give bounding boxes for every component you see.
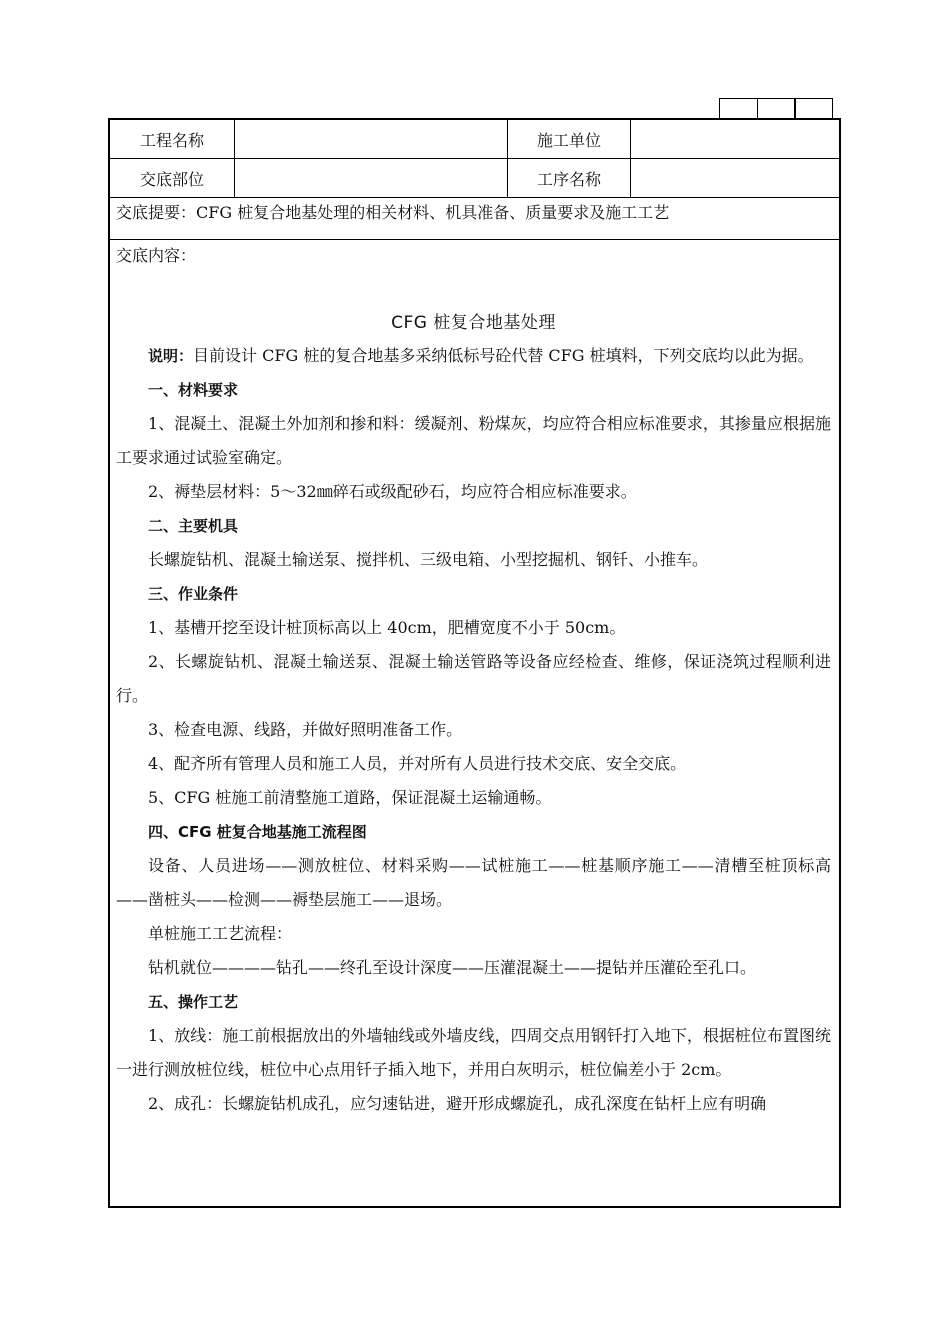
paragraph: 5、CFG 桩施工前清整施工道路，保证混凝土运输通畅。 (148, 788, 552, 807)
section-heading-materials: 一、材料要求 (148, 381, 239, 399)
paragraph: 设备、人员进场——测放桩位、材料采购——试桩施工——桩基顺序施工——清槽至桩顶标高——凿桩头——检测——褥垫层施工——退场。 (116, 856, 831, 909)
intro-text: 目前设计 CFG 桩的复合地基多采纳低标号砼代替 CFG 桩填料，下列交底均以此为据。 (193, 346, 814, 365)
document-title: CFG 桩复合地基处理 (391, 313, 556, 333)
header-row-2 (110, 159, 839, 198)
paragraph: 1、基槽开挖至设计桩顶标高以上 40cm，肥槽宽度不小于 50cm。 (148, 618, 626, 637)
paragraph: 3、检查电源、线路，并做好照明准备工作。 (148, 720, 463, 739)
section-heading-conditions: 三、作业条件 (148, 585, 239, 603)
brief-row (110, 198, 839, 240)
code-box (794, 98, 833, 119)
paragraph: 2、长螺旋钻机、混凝土输送泵、混凝土输送管路等设备应经检查、维修，保证浇筑过程顺利进行。 (116, 652, 831, 705)
content-label: 交底内容： (116, 246, 197, 265)
intro-lead: 说明： (148, 347, 194, 365)
disclosure-location-label: 交底部位 (110, 159, 235, 197)
section-heading-equipment: 二、主要机具 (148, 517, 239, 535)
paragraph: 长螺旋钻机、混凝土输送泵、搅拌机、三级电箱、小型挖掘机、钢钎、小推车。 (148, 550, 709, 569)
section-heading-flowchart: 四、CFG 桩复合地基施工流程图 (148, 823, 367, 841)
paragraph: 4、配齐所有管理人员和施工人员，并对所有人员进行技术交底、安全交底。 (148, 754, 687, 773)
disclosure-brief: 交底提要：CFG 桩复合地基处理的相关材料、机具准备、质量要求及施工工艺 (116, 203, 670, 222)
paragraph: 2、褥垫层材料：5～32㎜碎石或级配砂石，均应符合相应标准要求。 (148, 482, 637, 501)
section-heading-operation: 五、操作工艺 (148, 993, 239, 1011)
paragraph: 2、成孔：长螺旋钻机成孔，应匀速钻进，避开形成螺旋孔，成孔深度在钻杆上应有明确 (148, 1094, 767, 1113)
process-name-field[interactable] (631, 159, 839, 197)
paragraph: 1、放线：施工前根据放出的外墙轴线或外墙皮线，四周交点用钢钎打入地下，根据桩位布置图统一进行测放桩位线，桩位中心点用钎子插入地下，并用白灰明示，桩位偏差小于 2cm。 (116, 1026, 831, 1079)
project-name-field[interactable] (235, 120, 508, 158)
disclosure-content (110, 240, 839, 1121)
paragraph: 1、混凝土、混凝土外加剂和掺和料：缓凝剂、粉煤灰，均应符合相应标准要求，其掺量应根据施工要求通过试验室确定。 (116, 414, 831, 467)
process-name-label: 工序名称 (508, 159, 631, 197)
code-box (719, 98, 758, 119)
intro-paragraph (116, 339, 831, 373)
project-name-label: 工程名称 (110, 120, 235, 158)
disclosure-location-field[interactable] (235, 159, 508, 197)
paragraph: 钻机就位————钻孔——终孔至设计深度——压灌混凝土——提钻并压灌砼至孔口。 (148, 958, 757, 977)
disclosure-form (108, 118, 841, 1208)
top-right-code-boxes (719, 98, 833, 119)
code-box (757, 98, 796, 119)
paragraph: 单桩施工工艺流程： (148, 924, 293, 943)
header-row-1 (110, 120, 839, 159)
construction-unit-label: 施工单位 (508, 120, 631, 158)
construction-unit-field[interactable] (631, 120, 839, 158)
